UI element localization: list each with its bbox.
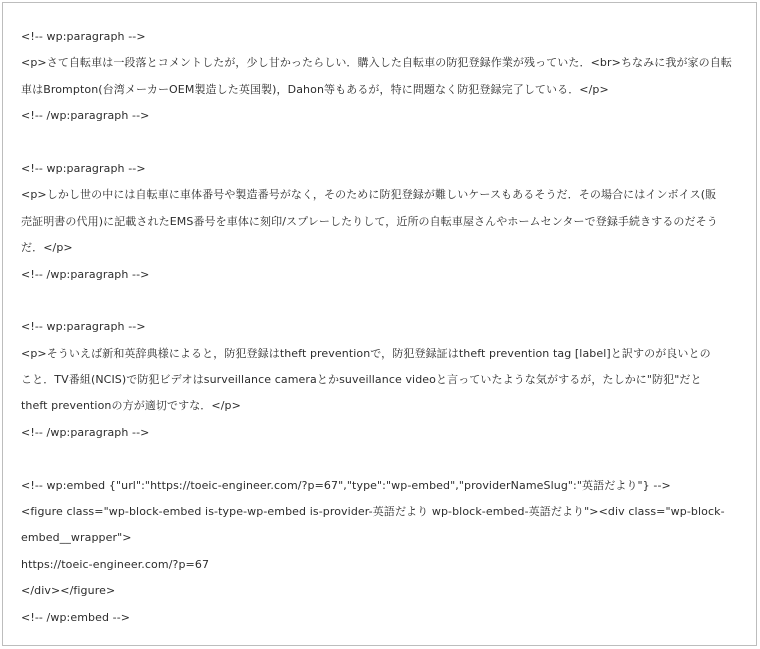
code-line: <p>そういえば新和英辞典様によると，防犯登録はtheft preventionで，防犯登録証はtheft prevention tag [label]と訳すのが良いとの [21, 346, 711, 360]
code-line: <!-- wp:embed {"url":"https://toeic-engineer.com/?p=67","type":"wp-embed","providerNameSlug":"英語だより"} --> [21, 478, 671, 492]
code-line: <!-- /wp:embed --> [21, 610, 131, 624]
code-line: だ．</p> [21, 241, 73, 255]
code-line: </div></figure> [21, 584, 116, 598]
code-line: <!-- /wp:paragraph --> [21, 267, 150, 281]
code-line: <!-- /wp:paragraph --> [21, 425, 150, 439]
code-line: <!-- wp:paragraph --> [21, 320, 146, 334]
code-line: 車はBrompton(台湾メーカーOEM製造した英国製)，Dahon等もあるが，特に問題なく防犯登録完了している．</p> [21, 82, 609, 96]
code-line: <p>さて自転車は一段落とコメントしたが，少し甘かったらしい．購入した自転車の防犯登録作業が残っていた．<br>ちなみに我が家の自転 [21, 56, 732, 70]
code-line: 売証明書の代用)に記載されたEMS番号を車体に刻印/スプレーしたりして，近所の自転車屋さんやホームセンターで登録手続きするのだそう [21, 214, 718, 228]
blank-line [21, 288, 743, 314]
code-line: <p>しかし世の中には自転車に車体番号や製造番号がなく，そのために防犯登録が難しいケースもあるそうだ．その場合にはインボイス(販 [21, 188, 717, 202]
blank-line [21, 446, 743, 472]
code-text-area[interactable] [21, 24, 743, 631]
code-line: <!-- wp:paragraph --> [21, 30, 146, 43]
code-line: <!-- wp:paragraph --> [21, 161, 146, 175]
code-line: embed__wrapper"> [21, 531, 132, 545]
code-editor-panel[interactable] [2, 2, 757, 646]
code-line: こと．TV番組(NCIS)で防犯ビデオはsurveillance cameraとかsuveillance videoと言っていたような気がするが，たしかに"防犯"だと [21, 373, 702, 387]
blank-line [21, 130, 743, 156]
code-line: <figure class="wp-block-embed is-type-wp-embed is-provider-英語だより wp-block-embed-英語だより"><div class="wp-block- [21, 505, 725, 519]
code-line: theft preventionの方が適切ですな．</p> [21, 399, 241, 413]
code-line: <!-- /wp:paragraph --> [21, 109, 150, 123]
code-line: https://toeic-engineer.com/?p=67 [21, 557, 210, 571]
